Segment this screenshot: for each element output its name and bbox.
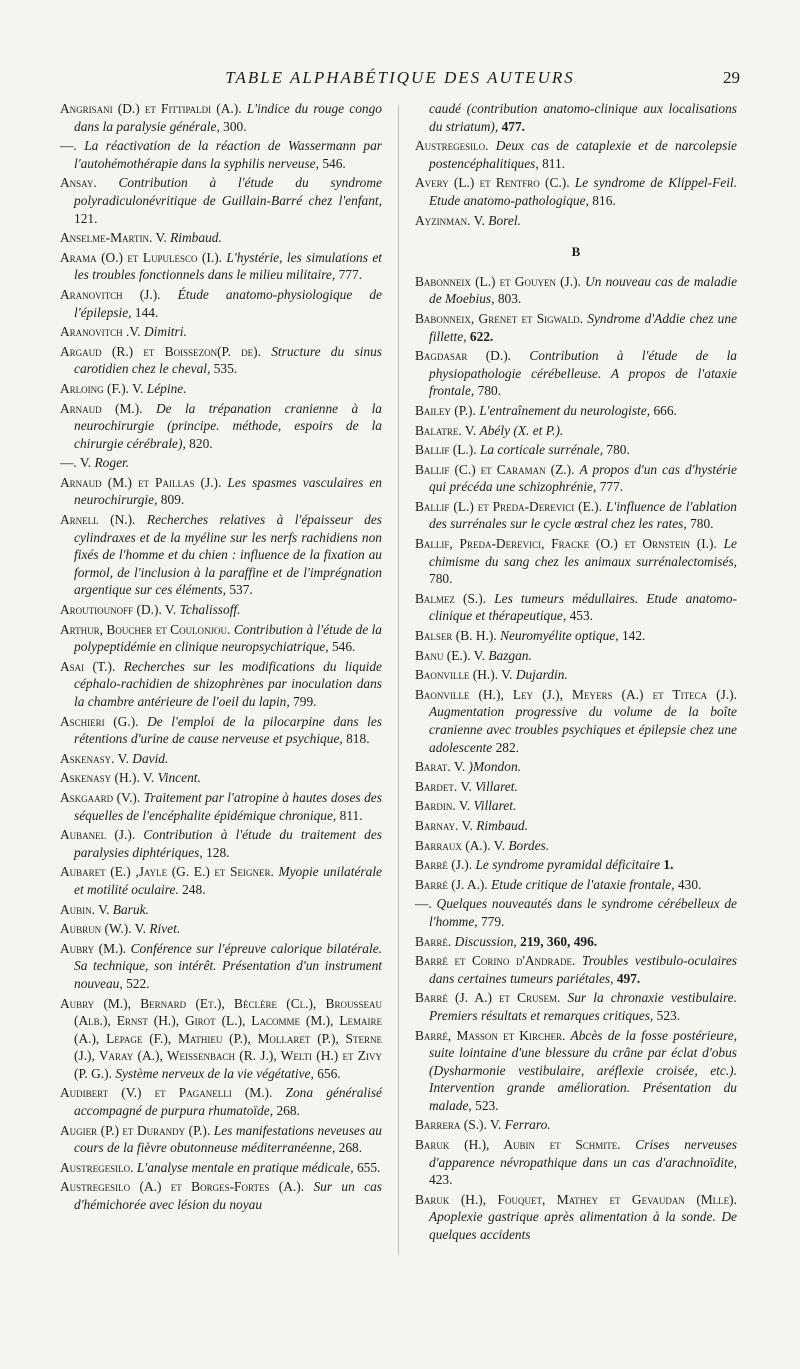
entry-authors: Augier (P.) et Durandy (P.). [60, 1122, 211, 1138]
entry-authors: Ballif (L.). [415, 442, 477, 458]
entry-authors: —. [60, 138, 77, 154]
index-entry [415, 498, 737, 533]
entry-authors: Austregesilo. [60, 1159, 134, 1175]
index-entry [60, 174, 382, 227]
entry-title: Dujardin. [515, 667, 568, 683]
entry-page-ref: 121. [74, 210, 98, 226]
entry-authors: Bardet. V. [415, 778, 472, 794]
entry-title: Rimbaud. [170, 230, 222, 246]
entry-authors: Askgaard (V.). [60, 789, 141, 805]
entry-authors: Audibert (V.) et Paganelli (M.). [60, 1085, 273, 1101]
entry-title: David. [132, 750, 169, 766]
index-entry [60, 863, 382, 898]
page-number: 29 [723, 68, 740, 87]
entry-authors: Barré (J.). [415, 857, 473, 873]
entry-title: Deux cas de cataplexie et de narcolepsie postencéphalitiques, [429, 138, 737, 171]
entry-authors: Aubry (M.), Bernard (Et.), Béclère (Cl.), Brousseau (Alb.), Ernst (H.), Girot (L.), Lacomme (M.), Lemaire (A.), Lepage (F.), Mathieu (P.), Mollaret (P.), Sterne (J.), Varay (A.), Weissenbach (R. J.), Welti (H.) et Zivy (P. G.). [60, 995, 382, 1081]
index-entry [60, 249, 382, 284]
entry-authors: Arnell (N.). [60, 512, 136, 528]
index-entry [415, 212, 737, 230]
index-entry [60, 621, 382, 656]
entry-authors: Austregesilo. [415, 138, 489, 154]
entry-title: Contribution à l'étude de la physiopathologie cérébelleuse. A propos de l'ataxie frontale, [429, 348, 737, 399]
entry-authors: Aubaret (E.) ,Jayle (G. E.) et Seigner. [60, 864, 274, 880]
entry-authors: Barnay. V. [415, 817, 473, 833]
index-entry [60, 1159, 382, 1177]
entry-authors: Ballif (C.) et Caraman (Z.). [415, 461, 575, 477]
entry-authors: Avery (L.) et Rentfro (C.). [415, 175, 570, 191]
entry-page-ref: 219, 360, 496. [520, 933, 598, 949]
entry-authors: Barré. [415, 933, 452, 949]
index-entry [60, 995, 382, 1083]
index-entry [415, 590, 737, 625]
entry-title: L'hystérie, les simulations et les troubles fonctionnels dans le milieu militaire, [74, 249, 382, 283]
entry-page-ref: 546. [331, 639, 356, 655]
entry-title: Conférence sur l'épreuve calorique bilatérale. Sa technique, son intérêt. Présentation d'un instrument nouveau, [74, 940, 382, 991]
index-entry [415, 310, 737, 345]
index-entry [415, 347, 737, 400]
entry-title: Contribution à l'étude du syndrome polyradiculonévritique de Guillain-Barré chez l'enfant, [74, 175, 382, 208]
index-entry [415, 441, 737, 459]
entry-page-ref: 248. [182, 881, 206, 897]
index-entry [415, 952, 737, 987]
entry-page-ref: 268. [276, 1103, 300, 1119]
entry-page-ref: 430. [677, 876, 702, 892]
entry-title: Les spasmes vasculaires en neurochirurgie, [74, 474, 382, 508]
entry-page-ref: 780. [429, 571, 453, 587]
entry-title: Structure du sinus carotidien chez le cheval, [74, 343, 382, 377]
entry-authors: Ansay. [60, 175, 97, 191]
entry-title: Vincent. [157, 770, 201, 786]
column-divider [398, 105, 399, 1255]
entry-title: Syndrome d'Addie chez une fillette, [429, 310, 738, 344]
entry-page-ref: 655. [356, 1159, 381, 1175]
entry-authors: Aschieri (G.). [60, 713, 139, 729]
entry-authors: Bailey (P.). [415, 402, 476, 418]
entry-authors: Aroutiounoff (D.). V. [60, 602, 177, 618]
entry-title: Lépine. [146, 380, 187, 396]
entry-page-ref: 453. [569, 608, 594, 624]
entry-title: Étude anatomo-physiologique de l'épilepsie, [74, 286, 382, 320]
entry-authors: Banu (E.). V. [415, 647, 485, 663]
entry-title: L'influence de l'ablation des surrénales sur le cycle œstral chez les rates, [429, 498, 737, 532]
entry-page-ref: 820. [189, 435, 213, 451]
entry-authors: Ballif (L.) et Preda-Derevici (E.). [415, 498, 602, 514]
entry-authors: Aranovitch .V. [60, 324, 141, 340]
entry-title: Recherches relatives à l'épaisseur des cylindraxes et de la myéline sur les nerfs rachidiens non fixés de l'homme et du chien : influence de la fixation au formol, de l'inclusion à la paraffine et de l'imprégnation argentique sur ces éléments, [74, 512, 382, 598]
entry-authors: Anselme-Martin. V. [60, 230, 167, 246]
entry-title: Dimitri. [144, 324, 187, 340]
entry-authors: Baonville (H.), Ley (J.), Meyers (A.) et Titeca (J.). [415, 686, 737, 702]
entry-title: Neuromyélite optique, [500, 628, 619, 644]
entry-page-ref: 300. [223, 118, 247, 134]
entry-authors: Arama (O.) et Lupulesco (I.). [60, 249, 222, 265]
index-entry [415, 933, 737, 951]
entry-title: Sur un cas d'hémichorée avec lésion du noyau [74, 1179, 382, 1213]
entry-title: Villaret. [473, 798, 517, 814]
index-entry [415, 817, 737, 835]
entry-page-ref: 423. [429, 1172, 453, 1188]
entry-title: )Mondon. [468, 759, 521, 775]
entry-authors: Barraux (A.). V. [415, 837, 505, 853]
entry-title: Sur la chronaxie vestibulaire. Premiers résultats et remarques critiques, [429, 990, 737, 1023]
entry-title: Etude critique de l'ataxie frontale, [491, 876, 675, 892]
index-entry [415, 174, 737, 209]
index-entry [415, 837, 737, 855]
entry-page-ref: 779. [480, 913, 505, 929]
index-entry [415, 1136, 737, 1189]
entry-page-ref: 666. [653, 402, 677, 418]
index-entry [415, 1027, 737, 1115]
entry-page-ref: 282. [495, 739, 520, 755]
index-entry [60, 601, 382, 619]
index-entry [415, 1116, 737, 1134]
entry-authors: Arnaud (M.). [60, 400, 143, 416]
entry-authors: Barré et Corino d'Andrade. [415, 953, 576, 969]
entry-authors: Balmez (S.). [415, 590, 487, 606]
index-entry [415, 876, 737, 894]
entry-page-ref: 777. [338, 267, 363, 283]
entry-authors: Ayzinman. V. [415, 212, 485, 228]
entry-authors: Asai (T.). [60, 658, 116, 674]
entry-authors: Arloing (F.). V. [60, 380, 144, 396]
entry-page-ref: 780. [606, 442, 630, 458]
entry-title: Crises nerveuses d'apparence névropathique dans un cas d'arachnoïdite, [429, 1137, 737, 1170]
index-entry [60, 286, 382, 321]
index-entry [60, 920, 382, 938]
entry-authors: Aubry (M.). [60, 940, 127, 956]
index-entry [415, 422, 737, 440]
index-entry [60, 769, 382, 787]
entry-title: Apoplexie gastrique après alimentation à la sonde. De quelques accidents [429, 1209, 737, 1243]
entry-page-ref: 537. [229, 582, 253, 598]
index-entry [415, 461, 737, 496]
index-entry [415, 100, 737, 135]
entry-title: Le chimisme du sang chez les animaux surrénalectomisés, [429, 536, 738, 569]
index-entry [415, 758, 737, 776]
index-entry [60, 229, 382, 247]
entry-title: Tchalissoff. [179, 602, 241, 618]
entry-title: Rivet. [149, 921, 181, 937]
entry-authors: Baruk (H.), Aubin et Schmite. [415, 1137, 621, 1153]
index-entry [60, 511, 382, 599]
index-entry [415, 273, 737, 308]
index-entry [415, 686, 737, 756]
entry-authors: Aubrun (W.). V. [60, 921, 146, 937]
entry-title: Abély (X. et P.). [479, 422, 564, 438]
index-entry [415, 137, 737, 172]
entry-page-ref: 523. [656, 1007, 681, 1023]
entry-title: Système nerveux de la vie végétative, [115, 1065, 314, 1081]
entry-page-ref: 809. [160, 492, 185, 508]
entry-page-ref: 268. [338, 1140, 363, 1156]
entry-authors: Arthur, Boucher et Coulonjou. [60, 621, 231, 637]
index-entry [415, 627, 737, 645]
index-entry [415, 666, 737, 684]
index-entry [60, 454, 382, 472]
entry-authors: Aubin. V. [60, 901, 110, 917]
entry-title: Le syndrome de Klippel-Feil. Etude anatomo-pathologique, [429, 175, 737, 208]
entry-title: L'analyse mentale en pratique médicale, [136, 1159, 354, 1175]
entry-title: Abcès de la fosse postérieure, suite lointaine d'une blessure du crâne par éclat d'obus (Dysharmonie vestibulaire, aréflexie croisée, etc.). Intervention grande amélioration. Présentation du malade, [429, 1027, 737, 1113]
entry-title: De la trépanation cranienne à la neurochirurgie (principe. méthode, espoirs de la chirurgie cérébrale), [74, 400, 382, 451]
index-entry [60, 658, 382, 711]
entry-page-ref: 497. [616, 970, 641, 986]
entry-authors: Askenasy. V. [60, 750, 129, 766]
entry-authors: Bardin. V. [415, 798, 471, 814]
entry-title: Roger. [94, 455, 130, 471]
entry-title: Borel. [488, 212, 521, 228]
index-entry [415, 1191, 737, 1244]
entry-authors: Bagdasar (D.). [415, 348, 512, 364]
entry-authors: Balser (B. H.). [415, 628, 497, 644]
entry-page-ref: 818. [346, 731, 370, 747]
entry-page-ref: 816. [592, 192, 616, 208]
index-entry [60, 400, 382, 453]
entry-authors: Barré (J. A.) et Crusem. [415, 990, 561, 1006]
index-entry [415, 778, 737, 796]
entry-page-ref: 799. [293, 694, 317, 709]
index-entry [60, 380, 382, 398]
entry-title: Traitement par l'atropine à hautes doses des séquelles de l'encéphalite épidémique chronique, [74, 789, 382, 823]
entry-authors: Aubanel (J.). [60, 827, 136, 843]
running-title: TABLE ALPHABÉTIQUE DES AUTEURS [225, 68, 575, 87]
entry-title: La réactivation de la réaction de Wassermann par l'autohémothérapie dans la syphilis nerveuse, [74, 138, 382, 171]
index-entry [60, 474, 382, 509]
index-entry [415, 895, 737, 930]
right-column [415, 100, 737, 1246]
entry-authors: —. [415, 896, 432, 912]
entry-page-ref: 477. [501, 118, 525, 134]
entry-authors: Baonville (H.). V. [415, 667, 513, 683]
index-entry [60, 137, 382, 172]
index-entry [60, 750, 382, 768]
entry-authors: Austregesilo (A.) et Borges-Fortes (A.). [60, 1179, 305, 1195]
entry-title: caudé (contribution anatomo-clinique aux localisations du striatum), [429, 101, 737, 134]
entry-title: Les manifestations neveuses au cours de la fièvre obutonneuse méditerranéenne, [74, 1122, 382, 1156]
index-entry [415, 856, 737, 874]
entry-authors: Balatre. V. [415, 422, 477, 438]
entry-page-ref: 128. [206, 844, 230, 860]
index-entry [60, 1084, 382, 1119]
entry-title: Discussion, [454, 933, 517, 949]
entry-page-ref: 142. [621, 628, 646, 644]
entry-title: Les tumeurs médullaires. Etude anatomo-clinique et thérapeutique, [429, 590, 737, 624]
entry-title: Bordes. [508, 837, 550, 853]
entry-page-ref: 656. [317, 1065, 341, 1081]
index-entry [60, 901, 382, 919]
entry-title: A propos d'un cas d'hystérie qui précéda une schizophrénie, [429, 461, 737, 495]
entry-title: Recherches sur les modifications du liquide céphalo-rachidien de shizophrènes par inoculation dans la chambre antérieure de l'oeil du lapin, [74, 658, 382, 709]
index-entry [60, 713, 382, 748]
index-entry [60, 789, 382, 824]
entry-page-ref: 1. [663, 857, 674, 873]
entry-page-ref: 535. [213, 361, 238, 377]
entry-title: Troubles vestibulo-oculaires dans certaines tumeurs pariétales, [429, 953, 737, 986]
entry-authors: Argaud (R.) et Boissezon(P. de). [60, 343, 261, 359]
entry-authors: Babonneix (L.) et Gouyen (J.). [415, 273, 581, 289]
entry-page-ref: 803. [497, 291, 522, 307]
index-entry [60, 323, 382, 341]
entry-title: Rimbaud. [476, 817, 528, 833]
entry-authors: Angrisani (D.) et Fittipaldi (A.). [60, 101, 242, 116]
entry-page-ref: 523. [475, 1097, 499, 1113]
index-entry [415, 402, 737, 420]
entry-authors: Aranovitch (J.). [60, 286, 161, 302]
entry-page-ref: 522. [126, 975, 150, 991]
entry-authors: Ballif, Preda-Derevici, Fracke (O.) et Ornstein (I.). [415, 536, 717, 552]
entry-authors: Askenasy (H.). V. [60, 770, 155, 786]
entry-title: Zona généralisé accompagné de purpura rhumatoïde, [74, 1085, 382, 1119]
entry-title: Myopie unilatérale et motilité oculaire. [74, 864, 382, 897]
page-header [60, 68, 740, 92]
index-entry [60, 940, 382, 993]
entry-page-ref: 811. [339, 807, 363, 823]
index-entry [415, 647, 737, 665]
right-column-entries [415, 273, 737, 1244]
index-entry [60, 1178, 382, 1213]
section-letter-b: B [571, 244, 581, 260]
index-entry [415, 535, 737, 588]
entry-page-ref: 811. [542, 155, 566, 171]
index-entry [415, 797, 737, 815]
left-column [60, 100, 382, 1216]
entry-authors: —. V. [60, 455, 92, 471]
entry-title: Contribution à l'étude de la polypeptidémie en clinique neuropsychiatrique, [74, 621, 383, 655]
right-column-continuation [415, 100, 737, 229]
entry-authors: Barré, Masson et Kircher. [415, 1027, 566, 1043]
entry-title: Augmentation progressive du volume de la boîte cranienne avec troubles psychiques et épilepsie chez une adolescente [429, 704, 737, 755]
entry-title: De l'emploi de la pilocarpine dans les rétentions d'urine de cause nerveuse et psychique, [74, 713, 382, 747]
entry-title: Baruk. [112, 901, 149, 917]
entry-page-ref: 546. [322, 155, 346, 171]
entry-page-ref: 622. [469, 328, 494, 344]
entry-title: Contribution à l'étude du traitement des paralysies diphtériques, [74, 827, 382, 860]
entry-title: Quelques nouveautés dans le syndrome cérébelleux de l'homme, [429, 896, 737, 929]
index-entry [415, 989, 737, 1024]
entry-authors: Babonneix, Grenet et Sigwald. [415, 310, 583, 326]
entry-page-ref: 780. [690, 516, 714, 532]
entry-page-ref: 144. [134, 304, 159, 320]
index-entry [60, 100, 382, 135]
entry-title: Villaret. [475, 778, 518, 794]
entry-title: Un nouveau cas de maladie de Moebius, [429, 273, 738, 307]
entry-title: La corticale surrénale, [479, 442, 604, 458]
entry-page-ref: 777. [599, 479, 624, 495]
entry-authors: Barrera (S.). V. [415, 1117, 502, 1133]
entry-title: Le syndrome pyramidal déficitaire [475, 857, 661, 873]
entry-authors: Arnaud (M.) et Paillas (J.). [60, 474, 222, 490]
entry-authors: Baruk (H.), Fouquet, Mathey et Gevaudan (Mlle). [415, 1191, 737, 1207]
entry-title: Ferraro. [504, 1117, 551, 1133]
entry-page-ref: 780. [477, 383, 502, 399]
index-entry [60, 1122, 382, 1157]
entry-authors: Barat. V. [415, 759, 466, 775]
entry-title: L'indice du rouge congo dans la paralysie générale, [74, 101, 382, 134]
index-entry [60, 343, 382, 378]
entry-title: L'entraînement du neurologiste, [479, 402, 651, 418]
index-entry [60, 826, 382, 861]
entry-authors: Barré (J. A.). [415, 876, 488, 892]
entry-title: Bazgan. [488, 647, 532, 663]
